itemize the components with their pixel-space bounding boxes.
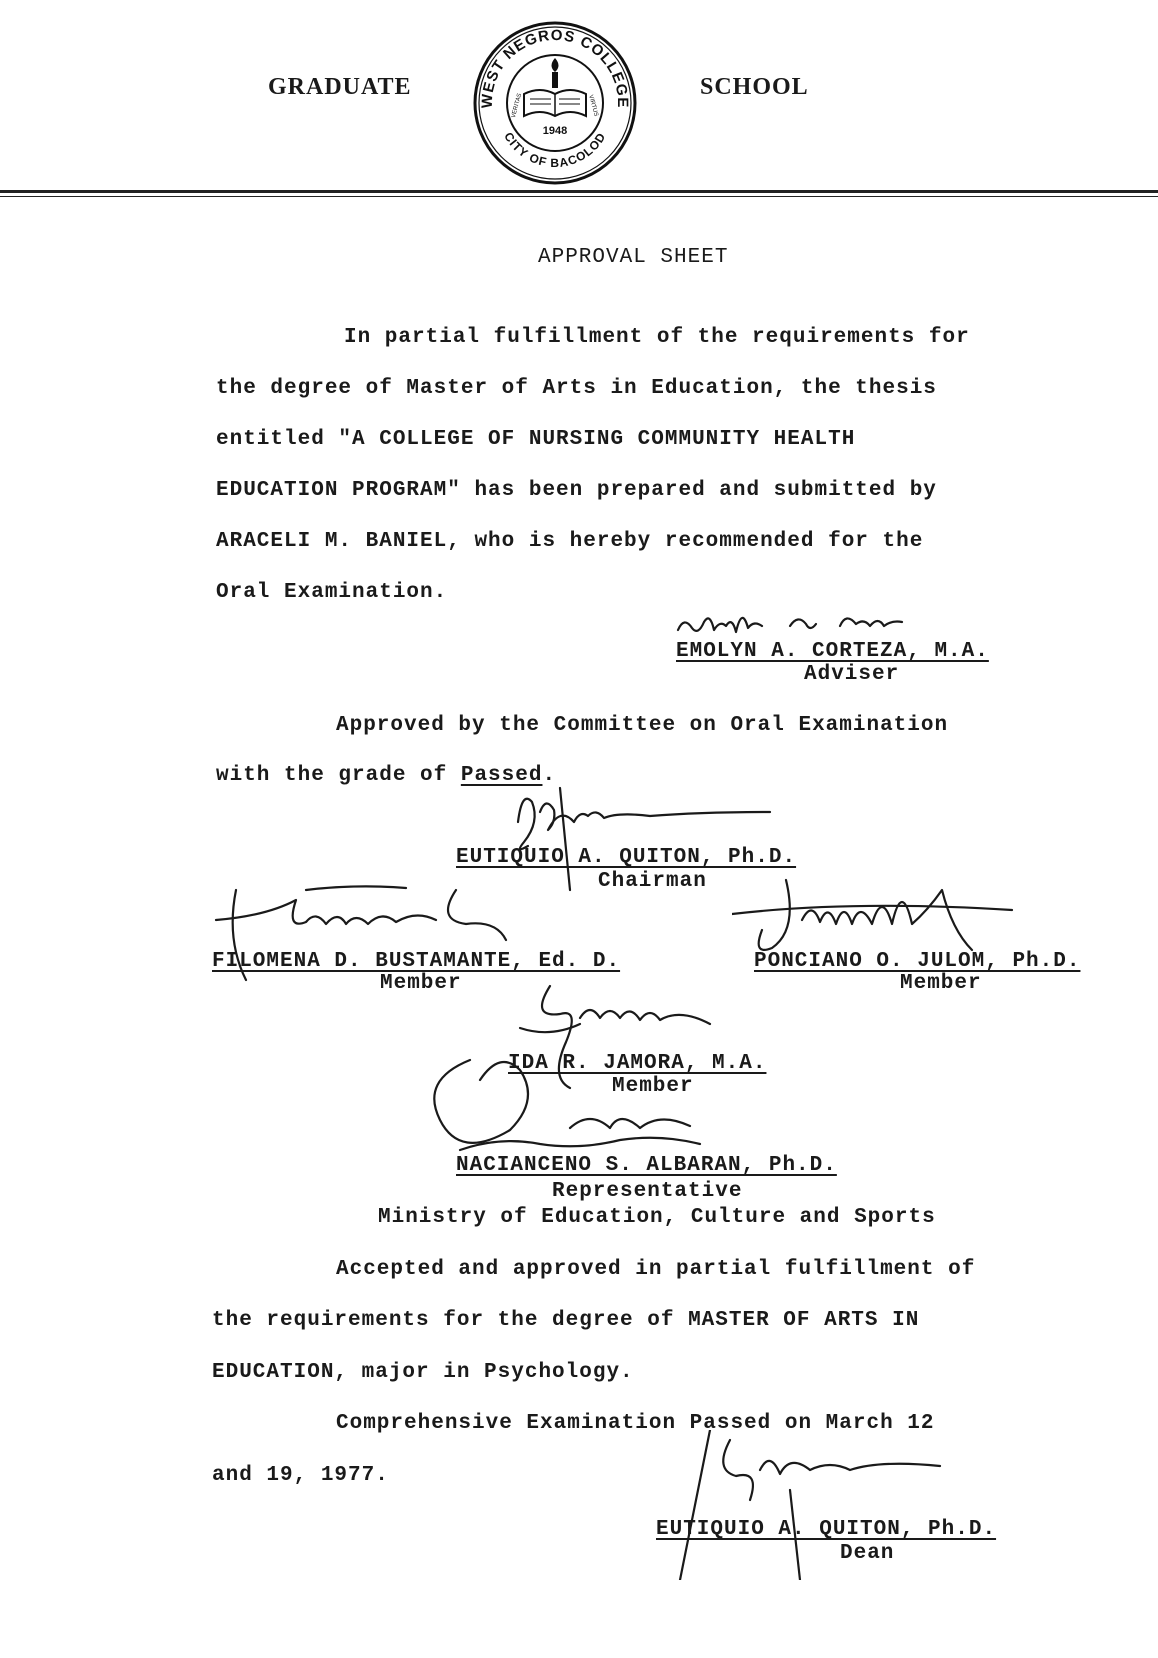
para3-line3: EDUCATION, major in Psychology. [212,1361,634,1384]
svg-text:CITY OF BACOLOD: CITY OF BACOLOD [501,129,609,171]
header-left-word: GRADUATE [268,74,412,100]
header-rule-bottom [0,196,1158,197]
representative-agency: Ministry of Education, Culture and Sports [378,1206,936,1229]
seal-icon [472,20,638,186]
member2-name: PONCIANO O. JULOM, Ph.D. [754,950,1081,973]
adviser-signature [670,596,970,646]
svg-text:VERITAS: VERITAS [510,92,524,119]
member1-role: Member [380,972,462,995]
dean-name: EUTIQUIO A. QUITON, Ph.D. [656,1518,997,1541]
para4-line2: and 19, 1977. [212,1464,389,1487]
svg-text:1948: 1948 [542,125,568,137]
chairman-role: Chairman [598,870,707,893]
para4-line1: Comprehensive Examination Passed on March 12 [336,1412,935,1435]
para1-line5: ARACELI M. BANIEL, who is hereby recommended for the [216,530,924,553]
para3-line2: the requirements for the degree of MASTER OF ARTS IN [212,1309,920,1332]
chairman-name: EUTIQUIO A. QUITON, Ph.D. [456,846,797,869]
dean-signature [640,1430,960,1580]
member2-role: Member [900,972,982,995]
svg-text:WEST NEGROS COLLEGE: WEST NEGROS COLLEGE [478,26,632,109]
representative-name: NACIANCENO S. ALBARAN, Ph.D. [456,1154,837,1177]
member3-role: Member [612,1075,694,1098]
para2-line2-text: with the grade of [216,764,461,787]
header-rule-top [0,190,1158,193]
para2-line1: Approved by the Committee on Oral Examination [336,714,949,737]
para2-line2: with the grade of Passed. [216,764,557,787]
page-title: APPROVAL SHEET [538,246,729,269]
svg-text:VIRTUS: VIRTUS [587,94,599,118]
para1-line6: Oral Examination. [216,581,448,604]
para1-line1: In partial fulfillment of the requirements for [344,326,970,349]
grade-value: Passed [460,764,543,787]
footer-scan-mark [4,1648,6,1656]
adviser-name: EMOLYN A. CORTEZA, M.A. [676,640,989,663]
para1-line3: entitled "A COLLEGE OF NURSING COMMUNITY HEALTH [216,428,856,451]
para1-line4: EDUCATION PROGRAM" has been prepared and submitted by [216,479,937,502]
para3-line1: Accepted and approved in partial fulfillment of [336,1258,976,1281]
header-right-word: SCHOOL [700,74,809,100]
dean-role: Dean [840,1542,895,1565]
adviser-role: Adviser [804,663,900,686]
member1-name: FILOMENA D. BUSTAMANTE, Ed. D. [212,950,621,973]
college-seal [472,20,638,186]
member3-name: IDA R. JAMORA, M.A. [508,1052,767,1075]
representative-role: Representative [552,1180,743,1203]
para1-line2: the degree of Master of Arts in Education, the thesis [216,377,937,400]
